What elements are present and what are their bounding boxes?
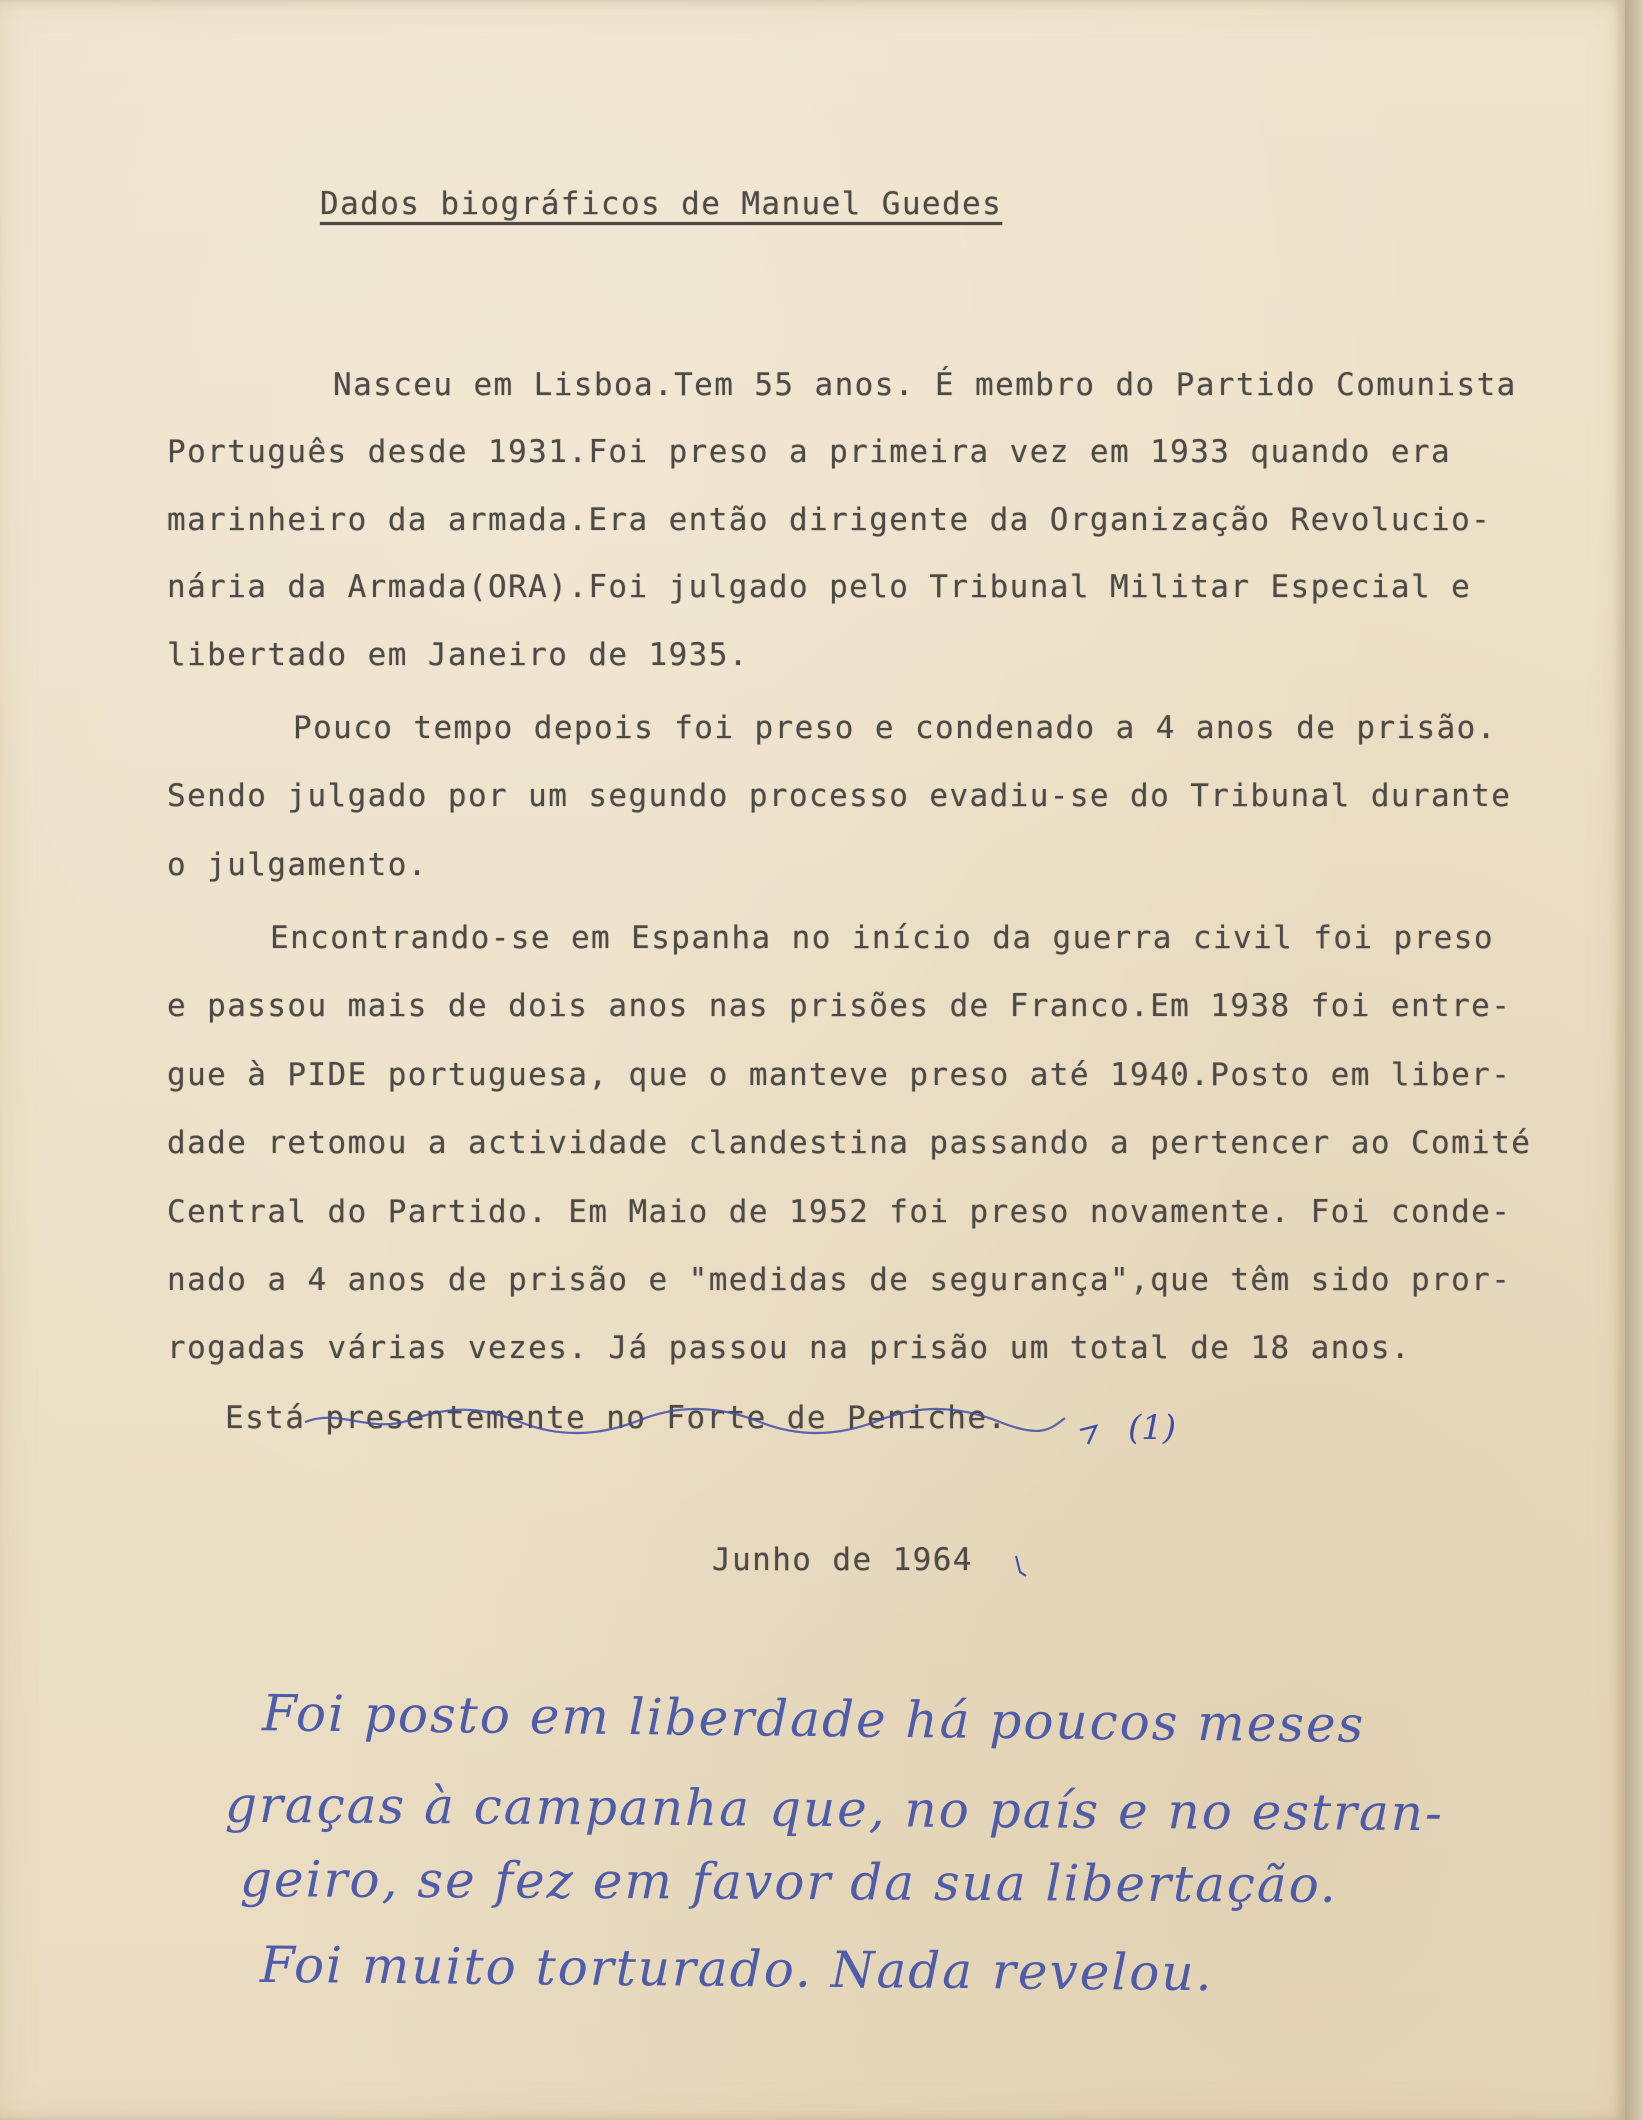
handwritten-line: Foi muito torturado. Nada revelou. [259,1935,1214,2003]
handwritten-line: geiro, se fez em favor da sua libertação. [239,1850,1338,1914]
text-line: nado a 4 anos de prisão e "medidas de segurança",que têm sido pror- [167,1262,1512,1298]
text-line: o julgamento. [167,847,428,883]
pen-tick-mark [1012,1552,1032,1582]
handwritten-line: Foi posto em liberdade há poucos meses [261,1684,1366,1754]
text-line: libertado em Janeiro de 1935. [167,637,749,673]
text-line: marinheiro da armada.Era então dirigente da Organização Revolucio- [167,502,1492,538]
page-edge [1625,0,1643,2120]
text-line: dade retomou a actividade clandestina passando a pertencer ao Comité [167,1125,1532,1161]
handwritten-line: graças à campanha que, no país e no estran- [224,1775,1445,1843]
text-line: gue à PIDE portuguesa, que o manteve preso até 1940.Posto em liber- [167,1057,1512,1093]
text-line: Encontrando-se em Espanha no início da guerra civil foi preso [270,920,1494,956]
text-line: nária da Armada(ORA).Foi julgado pelo Tribunal Militar Especial e [167,569,1472,605]
struck-through-line: Está presentemente no Forte de Peniche. [225,1400,1008,1436]
text-line: Pouco tempo depois foi preso e condenado a 4 anos de prisão. [293,710,1497,746]
text-line: Sendo julgado por um segundo processo evadiu-se do Tribunal durante [167,778,1512,814]
text-line: rogadas várias vezes. Já passou na prisão um total de 18 anos. [167,1330,1411,1366]
footnote-marker: (1) [1128,1408,1177,1448]
document-title: Dados biográficos de Manuel Guedes [320,186,1003,222]
document-date: Junho de 1964 [712,1542,973,1578]
handwritten-strikethrough [300,1400,1070,1440]
text-line: Português desde 1931.Foi preso a primeira vez em 1933 quando era [167,434,1452,470]
insertion-mark [1076,1408,1106,1448]
text-line: Nasceu em Lisboa.Tem 55 anos. É membro do Partido Comunista [333,367,1517,403]
text-line: e passou mais de dois anos nas prisões de Franco.Em 1938 foi entre- [167,988,1512,1024]
text-line: Central do Partido. Em Maio de 1952 foi preso novamente. Foi conde- [167,1194,1512,1230]
